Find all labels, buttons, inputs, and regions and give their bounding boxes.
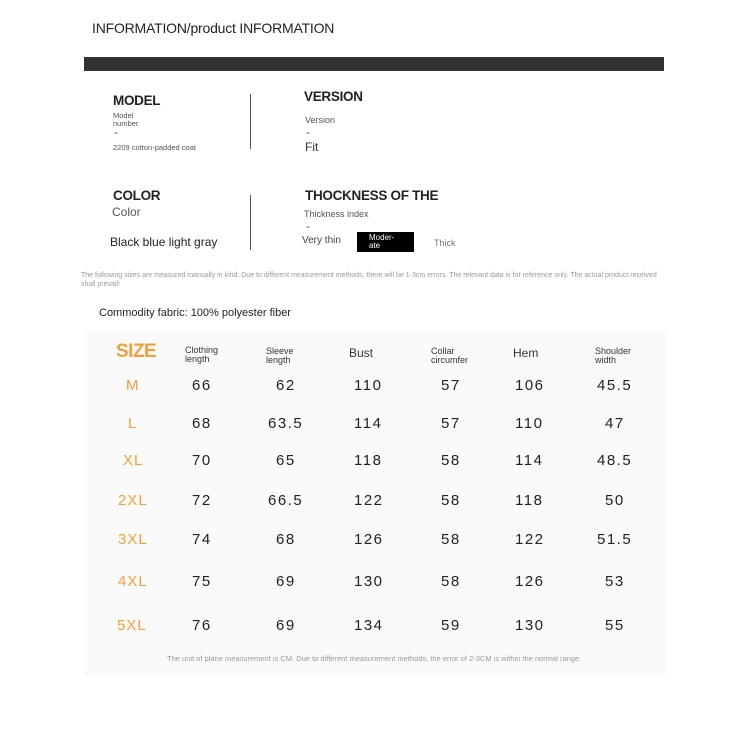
fabric-info: Commodity fabric: 100% polyester fiber	[99, 307, 291, 319]
size-heading: SIZE	[116, 341, 157, 362]
table-cell: 134	[354, 617, 384, 634]
table-cell: 57	[441, 377, 461, 394]
table-cell: 126	[354, 531, 384, 548]
color-label: COLOR	[113, 188, 161, 203]
table-cell: 74	[192, 531, 212, 548]
col-head-line1: Clothing	[185, 345, 219, 355]
col-head-line2: circumfer	[431, 355, 469, 365]
table-cell: 58	[441, 573, 461, 590]
table-cell: 48.5	[597, 452, 633, 469]
col-head-shoulder-width	[595, 347, 631, 365]
col-head-line2: width	[595, 355, 617, 365]
size-label: 2XL	[118, 492, 148, 509]
col-head-line1: Bust	[349, 346, 374, 360]
table-cell: 55	[605, 617, 625, 634]
table-cell: 58	[441, 492, 461, 509]
version-dash: -	[306, 127, 310, 139]
table-cell: 114	[354, 415, 383, 432]
table-cell: 122	[515, 531, 545, 548]
table-cell: 130	[354, 573, 384, 590]
col-head-line2: length	[185, 354, 210, 364]
table-cell: 122	[354, 492, 384, 509]
col-head-collar	[431, 347, 468, 365]
table-cell: 59	[441, 617, 461, 634]
table-cell: 47	[605, 415, 625, 432]
thickness-label: THOCKNESS OF THE	[305, 188, 439, 203]
size-label: 4XL	[118, 573, 148, 590]
size-label: XL	[123, 452, 144, 469]
table-cell: 126	[515, 573, 545, 590]
thickness-moderate-badge	[357, 232, 414, 252]
color-value: Black blue light gray	[110, 235, 218, 249]
divider-model	[250, 94, 251, 149]
table-cell: 130	[515, 617, 545, 634]
table-cell: 69	[276, 573, 296, 590]
page-title: INFORMATION/product INFORMATION	[92, 20, 335, 36]
thickness-dash: -	[306, 221, 310, 233]
table-cell: 76	[192, 617, 212, 634]
col-head-sleeve-length	[266, 347, 294, 365]
header-bar	[84, 57, 664, 71]
thickness-moderate-line2: ate	[369, 241, 381, 250]
table-cell: 51.5	[597, 531, 633, 548]
col-head-line1: Hem	[513, 346, 539, 360]
thickness-thick: Thick	[434, 238, 456, 248]
table-cell: 118	[354, 452, 383, 469]
col-head-line1: Shoulder	[595, 346, 632, 356]
table-cell: 110	[515, 415, 544, 432]
size-disclaimer: The following sizes are measured manually in kind. Due to different measurement methods, there will be 1-3cm errors. The relevant data is for reference only. The actual product received shall prevail!	[81, 272, 657, 288]
model-dash: -	[114, 127, 118, 139]
version-label: VERSION	[304, 89, 363, 104]
table-cell: 57	[441, 415, 461, 432]
model-sub-line2: number	[113, 119, 139, 128]
measurement-footnote: The unit of plane measurement is CM. Due to different measurement methods, the error of 2-3CM is within the normal range.	[167, 654, 582, 663]
table-cell: 69	[276, 617, 296, 634]
thickness-moderate-line1: Moder-	[369, 233, 395, 242]
table-cell: 110	[354, 377, 383, 394]
col-head-clothing-length	[185, 346, 218, 364]
divider-color	[250, 195, 251, 250]
table-cell: 66.5	[268, 492, 304, 509]
table-cell: 66	[192, 377, 212, 394]
table-cell: 68	[276, 531, 296, 548]
table-cell: 114	[515, 452, 544, 469]
table-cell: 118	[515, 492, 544, 509]
table-cell: 58	[441, 531, 461, 548]
table-cell: 50	[605, 492, 625, 509]
size-label: 5XL	[117, 617, 147, 634]
model-value: 2209 cotton-padded coat	[113, 143, 196, 152]
model-sub-line1: Model	[113, 111, 134, 120]
table-cell: 45.5	[597, 377, 633, 394]
version-value: Fit	[305, 140, 319, 154]
table-cell: 75	[192, 573, 212, 590]
model-label: MODEL	[113, 93, 161, 108]
thickness-very-thin: Very thin	[302, 235, 341, 246]
col-head-line1: Sleeve	[266, 346, 294, 356]
table-cell: 62	[276, 377, 296, 394]
table-cell: 58	[441, 452, 461, 469]
col-head-line2: length	[266, 355, 291, 365]
table-cell: 53	[605, 573, 625, 590]
table-cell: 70	[192, 452, 212, 469]
size-label: 3XL	[118, 531, 148, 548]
version-sub: Version	[305, 115, 336, 125]
table-cell: 106	[515, 377, 545, 394]
color-sub: Color	[112, 205, 141, 219]
table-cell: 63.5	[268, 415, 304, 432]
size-label: M	[126, 377, 140, 394]
col-head-bust	[349, 346, 374, 360]
table-cell: 68	[192, 415, 212, 432]
table-cell: 65	[276, 452, 296, 469]
size-label: L	[128, 415, 138, 432]
col-head-line1: Collar	[431, 346, 455, 356]
col-head-hem	[513, 346, 539, 360]
thickness-sub: Thickness index	[304, 209, 369, 219]
table-cell: 72	[192, 492, 212, 509]
